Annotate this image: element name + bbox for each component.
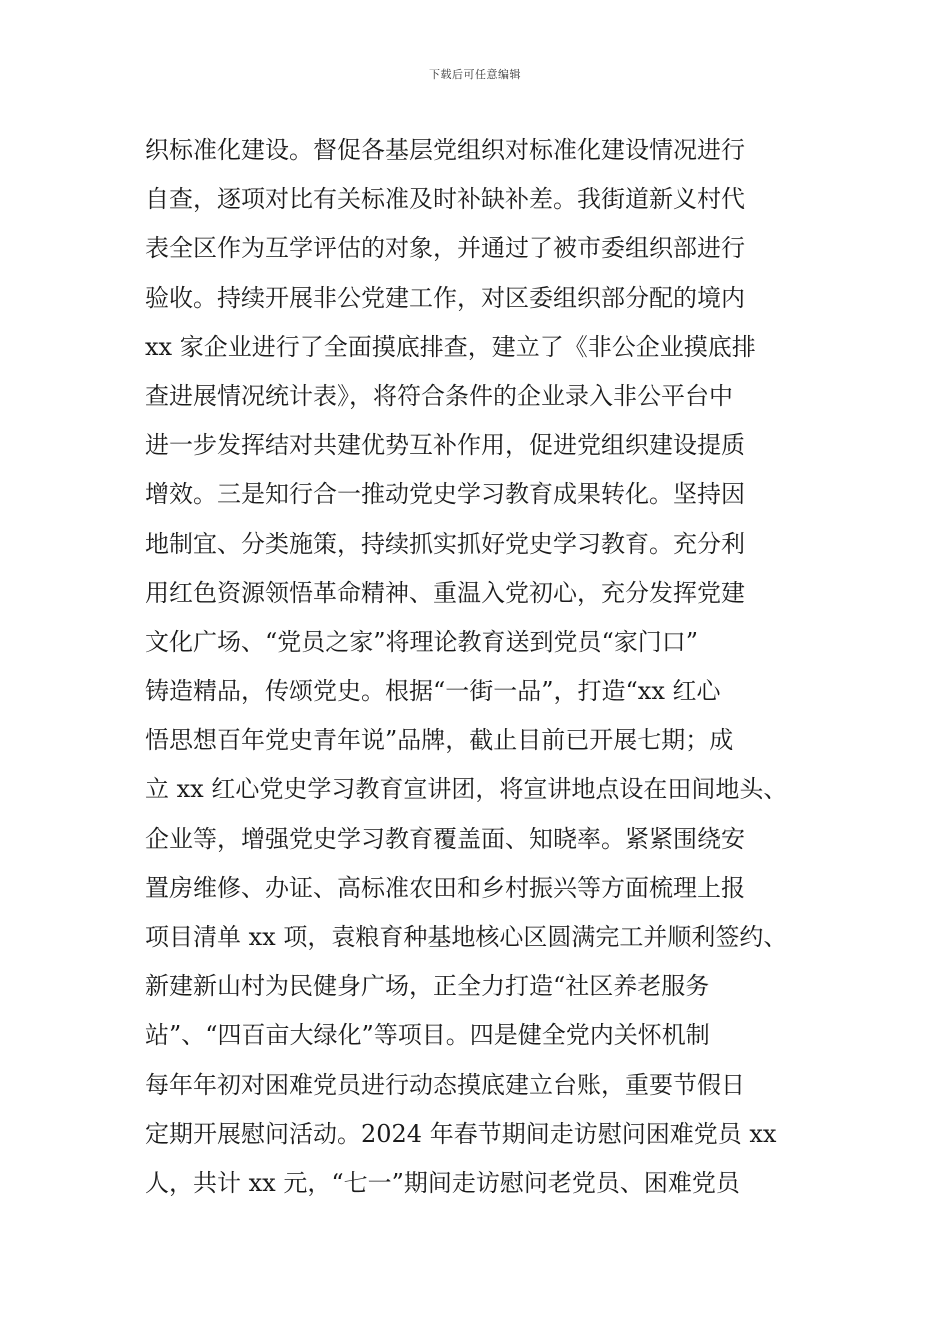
- text-line: 项目清单 xx 项，袁粮育种基地核心区圆满完工并顺利签约、: [145, 923, 788, 951]
- text-line: 进一步发挥结对共建优势互补作用，促进党组织建设提质: [145, 431, 745, 460]
- text-line: 织标准化建设。督促各基层党组织对标准化建设情况进行: [145, 136, 745, 164]
- text-line: xx 家企业进行了全面摸底排查，建立了《非公企业摸底排: [145, 332, 756, 361]
- text-line: 文化广场、“党员之家”将理论教育送到党员“家门口”: [145, 627, 699, 656]
- page-header: 下载后可任意编辑: [429, 68, 521, 81]
- text-line: 铸造精品，传颂党史。根据“一街一品”，打造“xx 红心: [145, 677, 721, 706]
- text-line: 置房维修、办证、高标准农田和乡村振兴等方面梳理上报: [145, 873, 745, 902]
- text-line: 每年年初对困难党员进行动态摸底建立台账，重要节假日: [145, 1070, 745, 1099]
- document-body: [145, 126, 825, 1208]
- text-line: 立 xx 红心党史学习教育宣讲团，将宣讲地点设在田间地头、: [145, 775, 788, 804]
- text-line: 增效。三是知行合一推动党史学习教育成果转化。坚持因: [145, 480, 745, 509]
- text-line: 地制宜、分类施策，持续抓实抓好党史学习教育。充分利: [145, 529, 745, 558]
- text-line: 自查，逐项对比有关标准及时补缺补差。我街道新义村代: [145, 185, 745, 214]
- text-line: 新建新山村为民健身广场，正全力打造“社区养老服务: [145, 972, 710, 1001]
- text-line: 定期开展慰问活动。2024 年春节期间走访慰问困难党员 xx: [145, 1119, 777, 1148]
- text-line: 人，共计 xx 元，“七一”期间走访慰问老党员、困难党员: [145, 1168, 740, 1197]
- text-line: 站”、“四百亩大绿化”等项目。四是健全党内关怀机制: [145, 1021, 710, 1050]
- text-line: 查进展情况统计表》，将符合条件的企业录入非公平台中: [145, 381, 733, 410]
- text-line: 用红色资源领悟革命精神、重温入党初心，充分发挥党建: [145, 578, 745, 607]
- text-line: 企业等，增强党史学习教育覆盖面、知晓率。紧紧围绕安: [145, 824, 745, 853]
- text-line: 验收。持续开展非公党建工作，对区委组织部分配的境内: [145, 283, 745, 312]
- text-line: 表全区作为互学评估的对象，并通过了被市委组织部进行: [145, 234, 745, 263]
- text-line: 悟思想百年党史青年说”品牌，截止目前已开展七期；成: [145, 726, 734, 755]
